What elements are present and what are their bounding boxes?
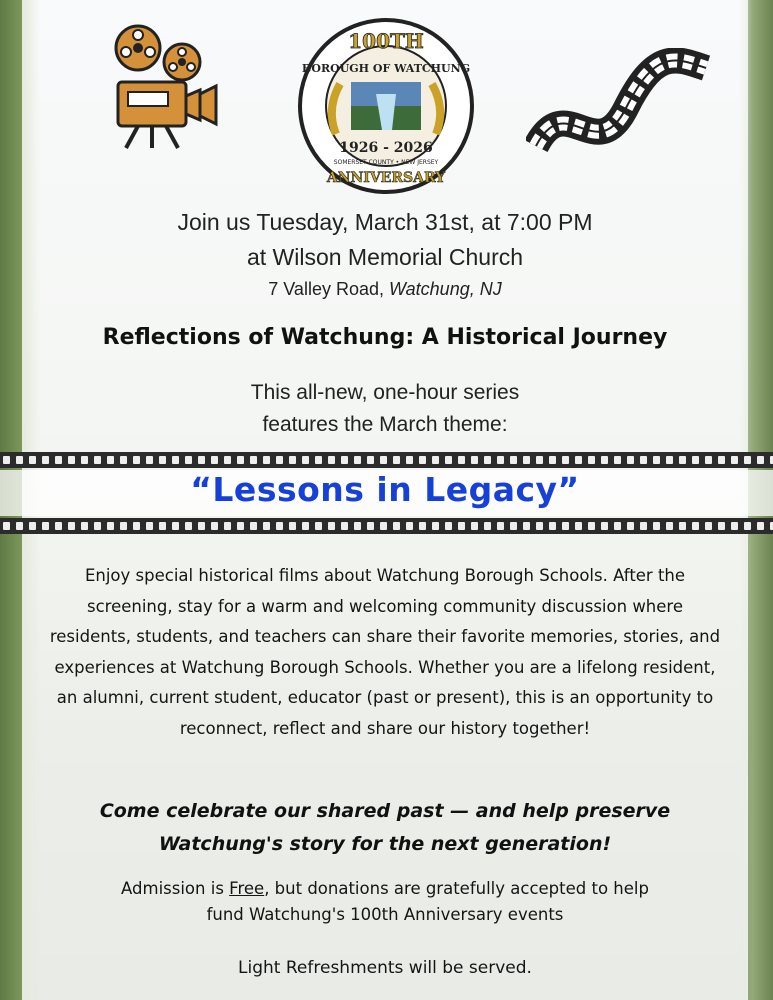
filmstrip-bottom: [0, 516, 773, 536]
series-intro-line1: This all-new, one-hour series: [250, 381, 520, 404]
film-camera-icon: [108, 24, 220, 150]
anniversary-seal-logo: [296, 14, 476, 198]
seal-years: 1926 - 2026: [339, 140, 433, 156]
seal-top-text: 100TH: [348, 29, 424, 53]
address-street: 7 Valley Road,: [268, 279, 389, 299]
event-description: Enjoy special historical films about Watchung Borough Schools. After the screening, stay for a warm and welcoming community discussion where residents, students, and teachers can share their favorite memories, stories, and experiences at Watchung Borough Schools. Whether you are a lifelong resident, an alumni, current student, educator (past or present), this is an opportunity to reconnect, reflect and share our history together!: [49, 566, 721, 738]
seal-borough-text: BOROUGH OF WATCHUNG: [301, 62, 471, 75]
admission-free: Free: [229, 879, 265, 898]
admission-line2: fund Watchung's 100th Anniversary events: [206, 905, 564, 924]
series-intro-line2: features the March theme:: [262, 413, 508, 436]
event-address: [22, 279, 748, 300]
filmstrip-top: [0, 450, 773, 470]
cta-line1: Come celebrate our shared past — and help preserve: [99, 800, 671, 822]
event-venue-line: at Wilson Memorial Church: [246, 244, 524, 270]
theme-title: “Lessons in Legacy”: [190, 470, 580, 509]
cta-line2: Watchung's story for the next generation!: [158, 833, 612, 855]
event-date-line: Join us Tuesday, March 31st, at 7:00 PM: [177, 209, 593, 235]
seal-bottom-text: ANNIVERSARY: [326, 170, 446, 186]
film-strip-icon: [526, 48, 712, 168]
admission-suffix: , but donations are gratefully accepted to help: [264, 879, 649, 898]
series-title: Reflections of Watchung: A Historical Journey: [102, 325, 668, 350]
admission-prefix: Admission is: [121, 879, 230, 898]
address-town: Watchung, NJ: [389, 279, 502, 299]
seal-county-text: SOMERSET COUNTY • NEW JERSEY: [333, 159, 439, 166]
refreshments-note: Light Refreshments will be served.: [238, 958, 532, 978]
admission-line1: [22, 876, 748, 902]
